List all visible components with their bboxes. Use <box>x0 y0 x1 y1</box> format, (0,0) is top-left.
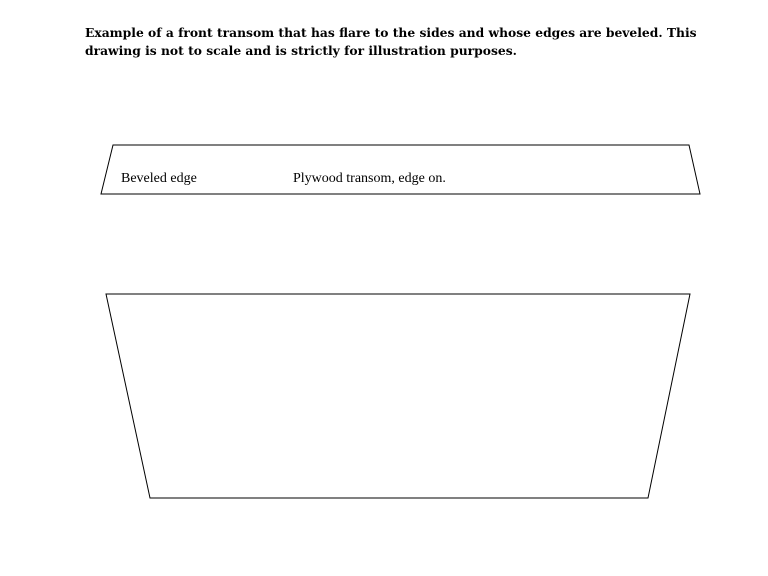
plywood-transom-label: Plywood transom, edge on. <box>293 171 446 186</box>
beveled-edge-label: Beveled edge <box>121 171 197 186</box>
transom-front-outline <box>106 294 690 498</box>
transom-edge-outline <box>101 145 700 194</box>
transom-edge-view <box>101 145 700 194</box>
caption-line-1: Example of a front transom that has flare to the sides and whose edges are beveled. This <box>85 25 697 40</box>
transom-front-view <box>106 294 690 498</box>
caption-line-2: drawing is not to scale and is strictly for illustration purposes. <box>85 43 517 58</box>
